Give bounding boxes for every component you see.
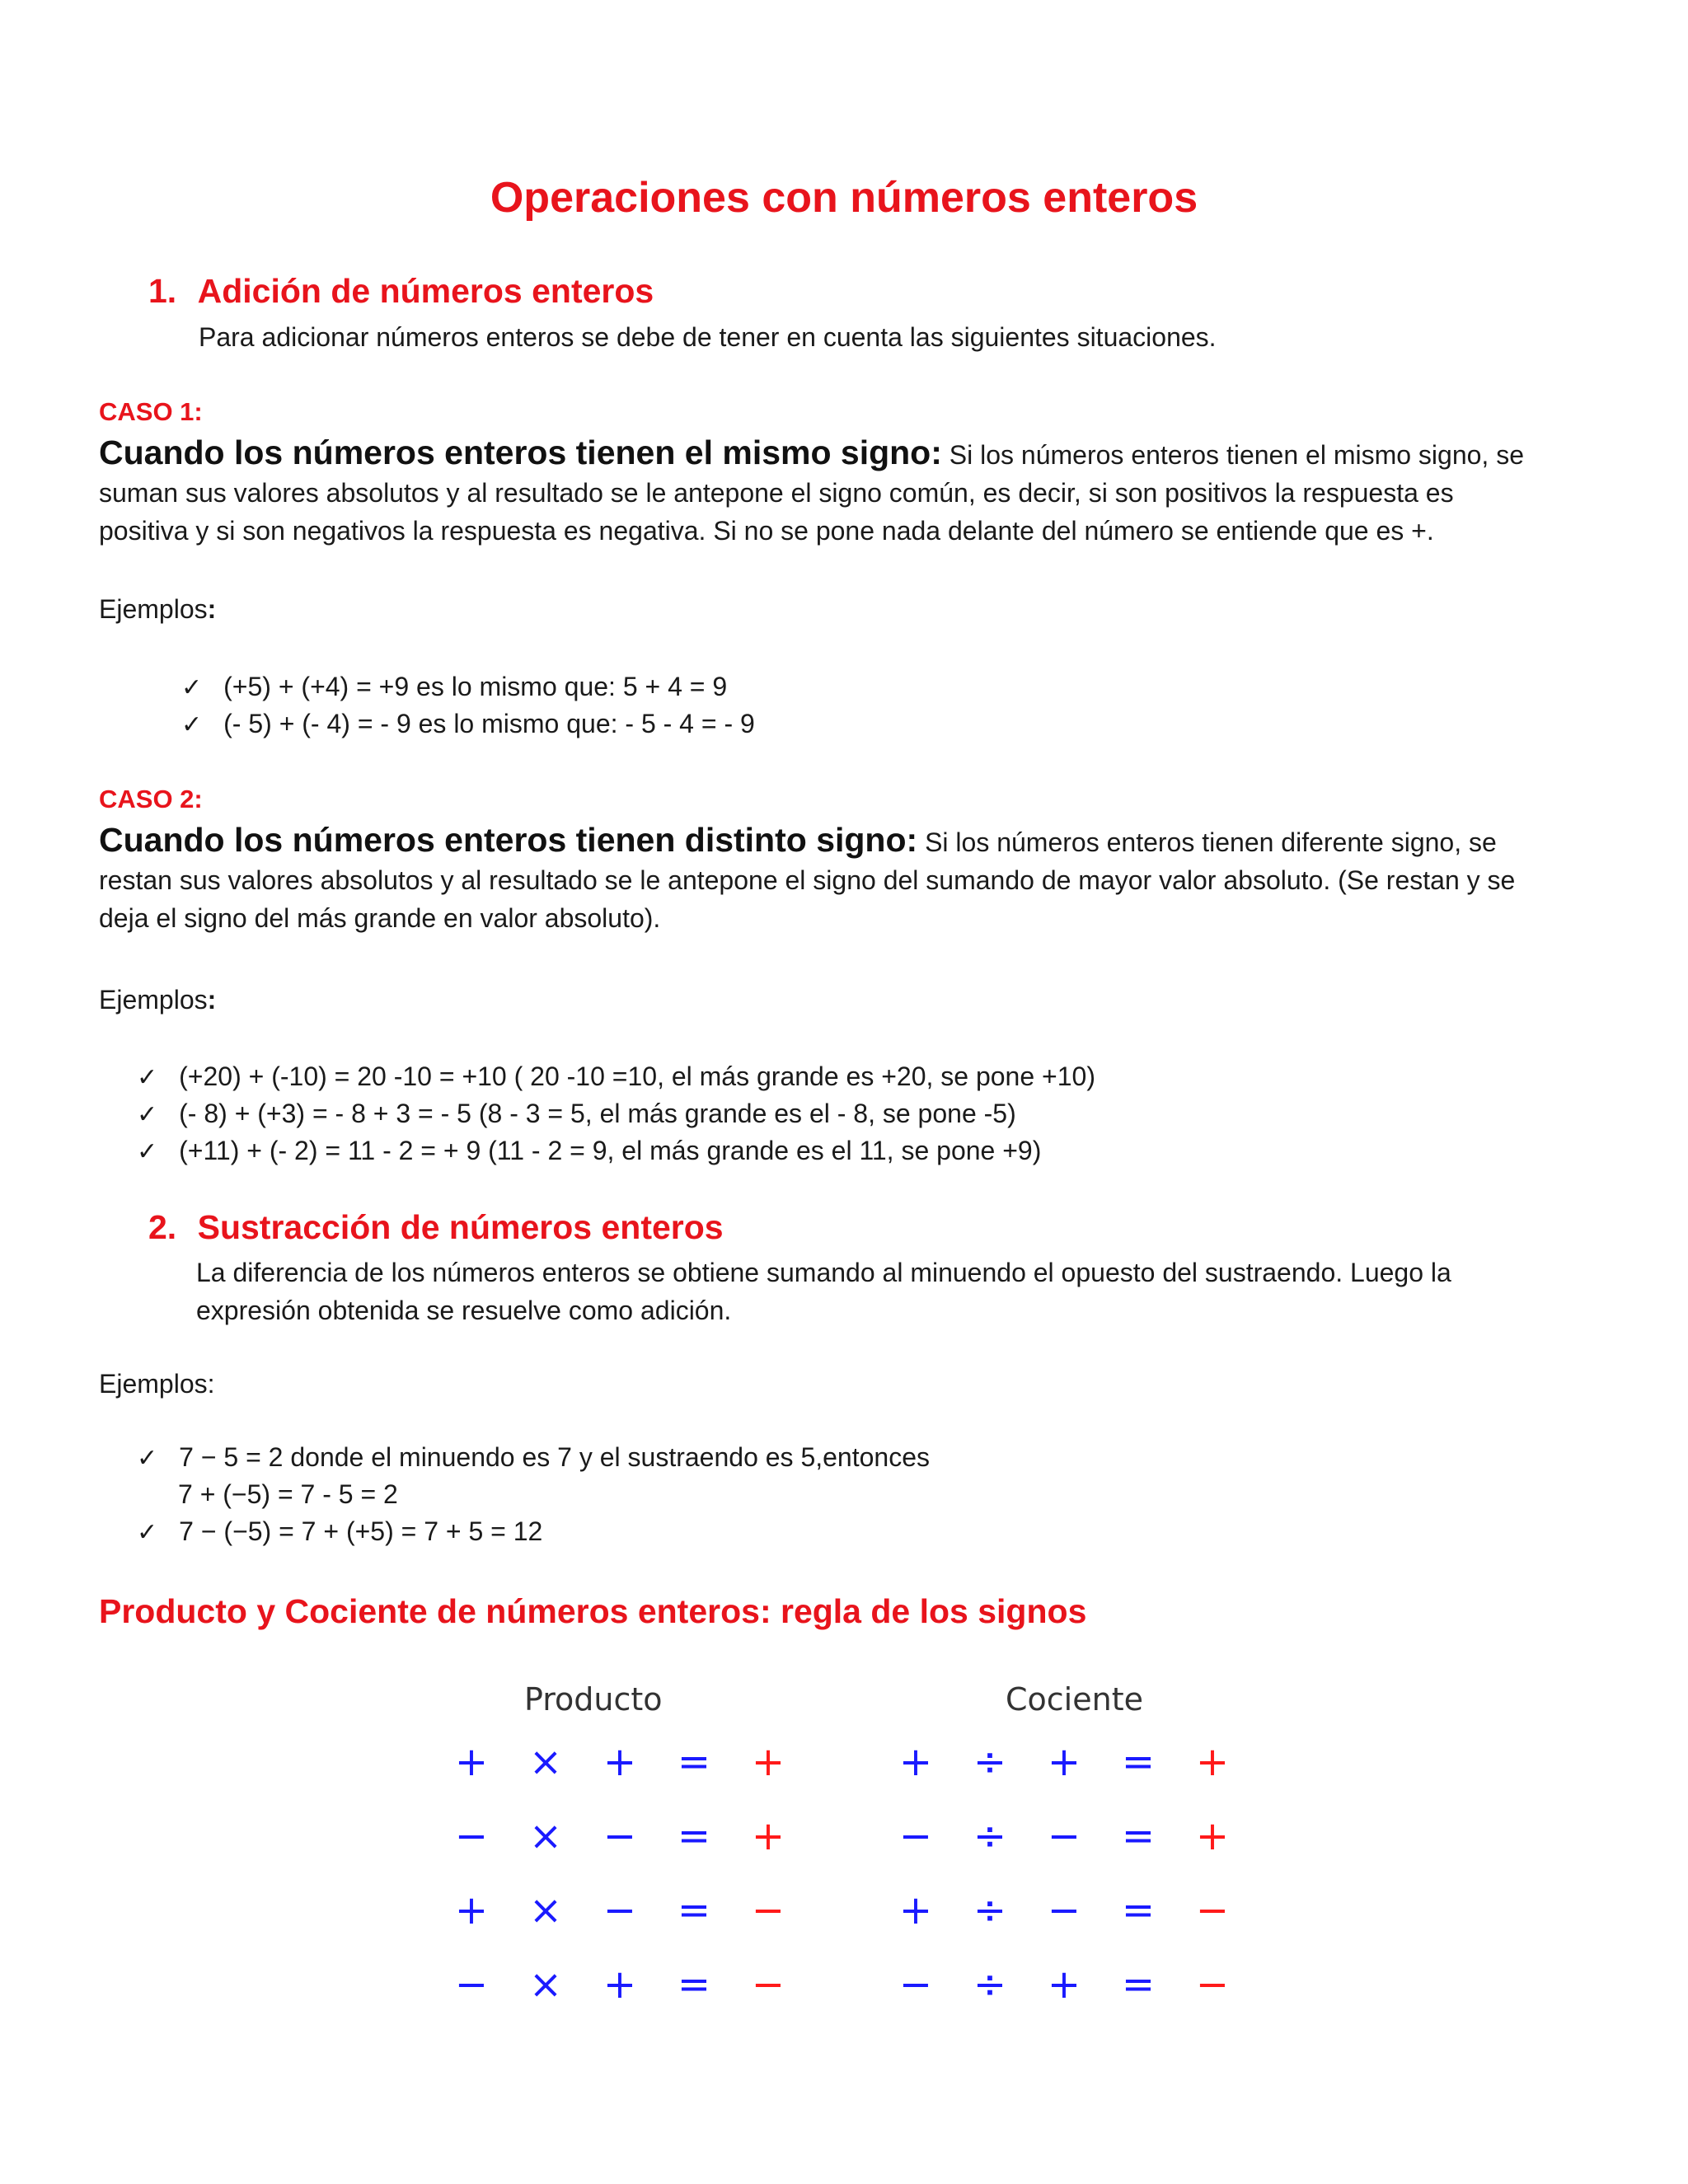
cociente-equals-sign: = [1121,1813,1156,1859]
list-item [137,1438,930,1478]
caso2-example-2: (- 8) + (+3) = - 8 + 3 = - 5 (8 - 3 = 5, el más grande es el - 8, se pone -5) [179,1099,1016,1128]
caso1-text: Si los números enteros tienen el mismo signo, se suman sus valores absolutos y al resultado se le antepone el signo común, es decir, si son positivos la respuesta es positiva y si son negativos la respuesta es negativa. Si no se pone nada delante del número se entiende que es +. [99,440,1524,546]
check-icon: ✓ [137,1064,158,1091]
producto-operator-sign: × [528,1887,563,1933]
caso1-lead: Cuando los números enteros tienen el mismo signo: [99,434,942,471]
check-icon: ✓ [137,1101,158,1128]
producto-label: Producto [524,1681,663,1718]
producto-operand-b-sign: + [603,1961,637,2008]
caso2-label: CASO 2: [99,785,203,813]
section2-example-2: 7 − (−5) = 7 + (+5) = 7 + 5 = 12 [179,1516,543,1546]
list-item [137,1057,1095,1097]
cociente-rule-row [879,1960,1250,2034]
check-icon: ✓ [137,1519,158,1546]
caso1-ejemplos-word: Ejemplos [99,594,208,624]
caso2-ejemplos-colon: : [207,985,217,1015]
list-item [181,668,727,707]
check-icon: ✓ [181,711,203,738]
producto-operator-sign: × [528,1813,563,1859]
cociente-operand-b-sign: − [1047,1813,1081,1859]
producto-sign-table [434,1737,805,2034]
cociente-operand-a-sign: + [898,1739,933,1785]
section1-intro: Para adicionar números enteros se debe de tener en cuenta las siguientes situaciones. [199,322,1217,352]
cociente-operator-sign: ÷ [973,1961,1007,2008]
producto-operand-b-sign: − [603,1887,637,1933]
producto-equals-sign: = [677,1887,711,1933]
cociente-operand-a-sign: − [898,1813,933,1859]
cociente-operand-b-sign: + [1047,1739,1081,1785]
producto-rule-row [434,1960,805,2034]
cociente-rule-row [879,1811,1250,1886]
producto-operand-a-sign: − [454,1813,489,1859]
producto-operator-sign: × [528,1961,563,2008]
producto-equals-sign: = [677,1961,711,2008]
producto-operator-sign: × [528,1739,563,1785]
producto-operand-a-sign: + [454,1739,489,1785]
producto-result-sign: − [751,1961,785,2008]
section2-ejemplos-label: Ejemplos: [99,1369,215,1399]
list-item [181,705,755,744]
cociente-equals-sign: = [1121,1887,1156,1933]
cociente-operator-sign: ÷ [973,1813,1007,1859]
caso1-paragraph [99,434,1550,550]
producto-equals-sign: = [677,1813,711,1859]
section1-heading [148,272,654,311]
cociente-operand-b-sign: + [1047,1961,1081,2008]
caso2-example-1: (+20) + (-10) = 20 -10 = +10 ( 20 -10 =10, el más grande es +20, se pone +10) [179,1062,1095,1091]
caso2-lead: Cuando los números enteros tienen distinto signo: [99,821,918,859]
cociente-equals-sign: = [1121,1961,1156,2008]
cociente-operand-a-sign: − [898,1961,933,2008]
section1-number: 1. [148,272,177,310]
caso2-ejemplos-word: Ejemplos [99,985,208,1015]
section2-heading [148,1208,724,1247]
caso1-ejemplos-label [99,590,216,628]
cociente-operand-b-sign: − [1047,1887,1081,1933]
producto-rule-row [434,1811,805,1886]
page-title: Operaciones con números enteros [490,174,1198,222]
cociente-result-sign: + [1195,1739,1230,1785]
producto-rule-row [434,1886,805,1960]
cociente-operator-sign: ÷ [973,1739,1007,1785]
producto-equals-sign: = [677,1739,711,1785]
section2-example-1: 7 − 5 = 2 donde el minuendo es 7 y el sustraendo es 5,entonces [179,1442,930,1472]
check-icon: ✓ [181,674,203,701]
list-item [137,1094,1016,1134]
section3-heading: Producto y Cociente de números enteros: regla de los signos [99,1592,1087,1630]
caso2-example-3: (+11) + (- 2) = 11 - 2 = + 9 (11 - 2 = 9, el más grande es el 11, se pone +9) [179,1136,1042,1165]
section2-title: Sustracción de números enteros [197,1208,724,1246]
caso1-label: CASO 1: [99,397,203,426]
cociente-equals-sign: = [1121,1739,1156,1785]
cociente-sign-table [879,1737,1250,2034]
section1-title: Adición de números enteros [197,272,654,310]
cociente-rule-row [879,1886,1250,1960]
producto-operand-b-sign: + [603,1739,637,1785]
cociente-label: Cociente [1006,1681,1143,1718]
producto-operand-a-sign: − [454,1961,489,2008]
check-icon: ✓ [137,1138,158,1165]
check-icon: ✓ [137,1445,158,1472]
cociente-result-sign: − [1195,1961,1230,2008]
producto-result-sign: + [751,1813,785,1859]
cociente-operand-a-sign: + [898,1887,933,1933]
section2-number: 2. [148,1208,177,1246]
caso1-ejemplos-colon: : [207,594,217,624]
cociente-result-sign: + [1195,1813,1230,1859]
caso2-ejemplos-label [99,981,216,1019]
caso1-example-2: (- 5) + (- 4) = - 9 es lo mismo que: - 5 - 4 = - 9 [223,709,755,738]
producto-rule-row [434,1737,805,1811]
section2-example-1b: 7 + (−5) = 7 - 5 = 2 [178,1479,398,1509]
producto-operand-b-sign: − [603,1813,637,1859]
caso1-example-1: (+5) + (+4) = +9 es lo mismo que: 5 + 4 = 9 [223,672,728,701]
cociente-rule-row [879,1737,1250,1811]
list-item [137,1132,1041,1171]
list-item [137,1512,542,1552]
caso2-paragraph [99,821,1550,937]
cociente-operator-sign: ÷ [973,1887,1007,1933]
caso2-text: Si los números enteros tienen diferente signo, se restan sus valores absolutos y al resultado se le antepone el signo del sumando de mayor valor absoluto. (Se restan y se deja el signo del más grande en valor absoluto). [99,827,1516,933]
producto-result-sign: + [751,1739,785,1785]
section2-intro: La diferencia de los números enteros se obtiene sumando al minuendo el opuesto del sustraendo. Luego la expresión obtenida se resuelve como adición. [196,1258,1451,1325]
cociente-result-sign: − [1195,1887,1230,1933]
producto-operand-a-sign: + [454,1887,489,1933]
producto-result-sign: − [751,1887,785,1933]
